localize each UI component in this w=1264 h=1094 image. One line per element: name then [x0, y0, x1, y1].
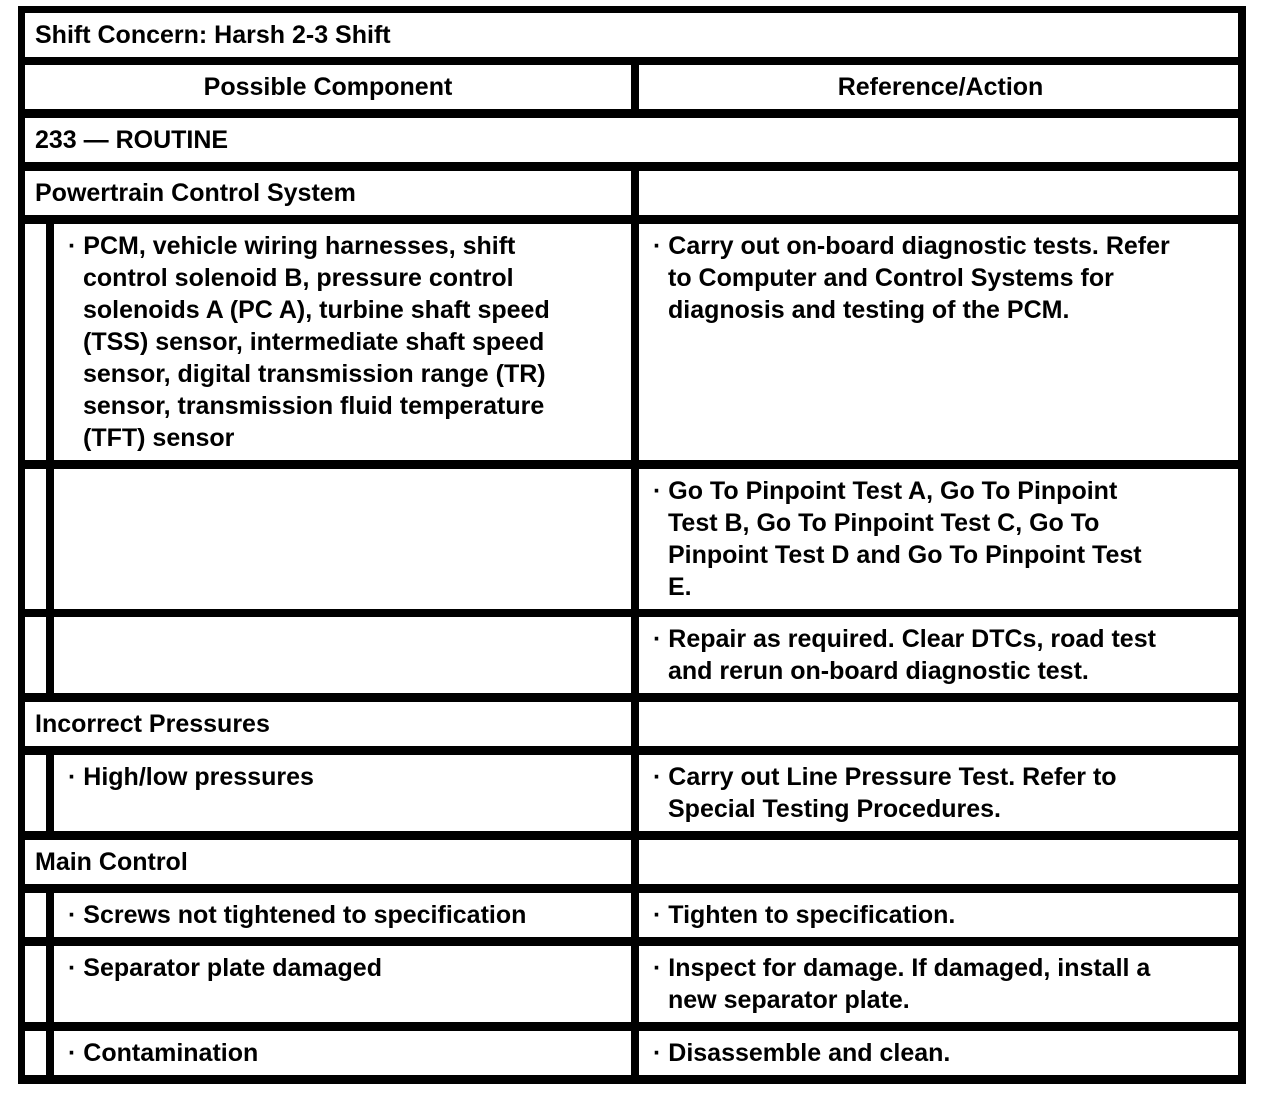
section-incorrect-pressures: Incorrect Pressures [25, 702, 631, 746]
table-row-action [639, 224, 1238, 460]
action-text: · Repair as required. Clear DTCs, road test and rerun on-board diagnostic test. [653, 625, 1156, 685]
indent-spacer [25, 617, 46, 693]
table-title: Shift Concern: Harsh 2-3 Shift [25, 13, 1238, 57]
section-action-empty [639, 840, 1238, 884]
action-text: · Inspect for damage. If damaged, install a new separator plate. [653, 954, 1151, 1014]
table-row-action [639, 469, 1238, 609]
table-row-action [639, 893, 1238, 937]
table-row-action [639, 617, 1238, 693]
action-text: · Carry out on-board diagnostic tests. Refer to Computer and Control Systems for diagnosis and testing of the PCM. [653, 232, 1170, 324]
component-text: · Contamination [68, 1039, 259, 1067]
table-row-component [54, 224, 631, 460]
table-row-component [54, 755, 631, 831]
table-row-component [54, 1031, 631, 1075]
table-row-action [639, 946, 1238, 1022]
indent-spacer [25, 946, 46, 1022]
component-text: · Screws not tightened to specification [68, 901, 527, 929]
component-text: · High/low pressures [68, 763, 314, 791]
table-row-action [639, 1031, 1238, 1075]
action-text: · Carry out Line Pressure Test. Refer to Special Testing Procedures. [653, 763, 1117, 823]
routine-label: 233 — ROUTINE [25, 118, 1238, 162]
header-possible-component: Possible Component [25, 65, 631, 109]
header-reference-action: Reference/Action [639, 65, 1238, 109]
indent-spacer [25, 469, 46, 609]
section-action-empty [639, 171, 1238, 215]
section-main-control: Main Control [25, 840, 631, 884]
diagnosis-table [18, 6, 1246, 1084]
indent-spacer [25, 755, 46, 831]
action-text: · Tighten to specification. [653, 901, 956, 929]
indent-spacer [25, 893, 46, 937]
section-action-empty [639, 702, 1238, 746]
section-powertrain-control-system: Powertrain Control System [25, 171, 631, 215]
table-row-component [54, 617, 631, 693]
action-text: · Disassemble and clean. [653, 1039, 951, 1067]
table-row-component [54, 946, 631, 1022]
action-text: · Go To Pinpoint Test A, Go To Pinpoint Test B, Go To Pinpoint Test C, Go To Pinpoint Test D and Go To Pinpoint Test E. [653, 477, 1142, 601]
component-text: · PCM, vehicle wiring harnesses, shift control solenoid B, pressure control solenoids A (PC A), turbine shaft speed (TSS) sensor, intermediate shaft speed sensor, digital transmission range (TR) sensor, transmission fluid temperature (TFT) sensor [68, 232, 550, 452]
table-row-component [54, 893, 631, 937]
indent-spacer [25, 224, 46, 460]
component-text: · Separator plate damaged [68, 954, 382, 982]
table-row-action [639, 755, 1238, 831]
table-row-component [54, 469, 631, 609]
indent-spacer [25, 1031, 46, 1075]
